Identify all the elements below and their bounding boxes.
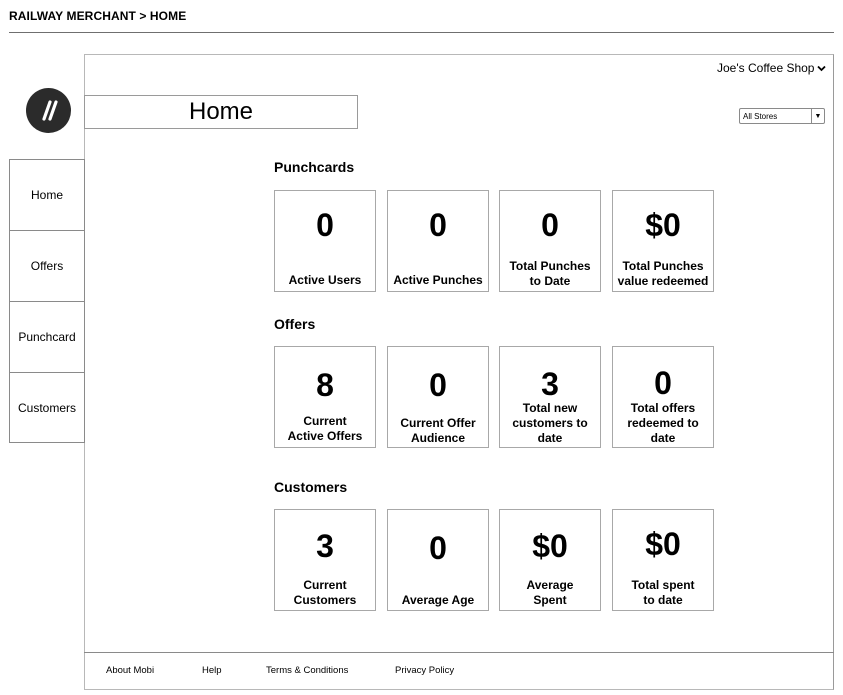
- sidebar-nav: [9, 159, 85, 443]
- page-title: [84, 95, 358, 129]
- metric-value: 0: [541, 207, 559, 243]
- metric-card-punches-value-redeemed: [612, 190, 714, 292]
- metric-label: Total Punches to Date: [509, 259, 591, 288]
- footer: [84, 652, 834, 690]
- metric-label: Active Users: [288, 273, 362, 287]
- metric-label: Current Active Offers: [287, 414, 363, 443]
- account-name: Joe's Coffee Shop: [717, 61, 815, 75]
- metric-card-total-new-customers: [499, 346, 601, 448]
- logo-slashes-icon: [26, 88, 71, 133]
- metric-card-current-offer-audience: [387, 346, 489, 448]
- store-filter-select[interactable]: [739, 108, 825, 124]
- metric-label: Average Spent: [526, 578, 574, 607]
- metric-card-active-punches: [387, 190, 489, 292]
- metric-value: $0: [532, 528, 568, 564]
- metric-card-total-punches: [499, 190, 601, 292]
- sidebar-item-label: Punchcard: [18, 330, 76, 344]
- metric-value: 3: [316, 528, 334, 564]
- footer-link-help[interactable]: Help: [202, 665, 222, 676]
- sidebar-item-customers[interactable]: [10, 373, 84, 442]
- section-title-customers: Customers: [274, 479, 348, 495]
- metric-card-current-customers: [274, 509, 376, 611]
- sidebar-item-offers[interactable]: [10, 231, 84, 302]
- metric-value: 8: [316, 367, 334, 403]
- metric-value: 0: [429, 207, 447, 243]
- app-logo[interactable]: [26, 88, 71, 133]
- metric-label: Total spent to date: [631, 578, 695, 607]
- metric-label: Total new customers to date: [512, 401, 588, 445]
- metric-card-total-spent: [612, 509, 714, 611]
- account-menu[interactable]: [717, 61, 826, 75]
- metric-label: Active Punches: [393, 273, 483, 287]
- sidebar-item-home[interactable]: [10, 160, 84, 231]
- metric-card-average-age: [387, 509, 489, 611]
- breadcrumb: RAILWAY MERCHANT > HOME: [9, 9, 187, 23]
- sidebar-item-label: Offers: [30, 259, 64, 273]
- metric-label: Total offers redeemed to date: [627, 401, 699, 445]
- metric-value: $0: [645, 207, 681, 243]
- metric-value: 0: [429, 367, 447, 403]
- metric-value: 0: [654, 365, 672, 401]
- metric-value: 0: [429, 530, 447, 566]
- page-title-text: Home: [188, 98, 254, 125]
- metric-label: Current Customers: [293, 578, 357, 607]
- dropdown-arrow-icon: ▼: [811, 109, 824, 123]
- metric-card-total-offers-redeemed: [612, 346, 714, 448]
- sidebar-item-label: Home: [30, 188, 63, 202]
- sidebar-item-punchcard[interactable]: [10, 302, 84, 373]
- metric-label: Current Offer Audience: [400, 416, 476, 445]
- metric-value: 0: [316, 207, 334, 243]
- metric-label: Total Punches value redeemed: [617, 259, 709, 288]
- metric-card-current-active-offers: [274, 346, 376, 448]
- metric-value: 3: [541, 366, 559, 402]
- section-title-punchcards: Punchcards: [274, 159, 355, 175]
- metric-label: Average Age: [401, 593, 475, 607]
- metric-card-active-users: [274, 190, 376, 292]
- footer-link-about[interactable]: About Mobi: [106, 665, 155, 676]
- chevron-down-icon: [817, 65, 826, 72]
- store-filter-value: All Stores: [743, 111, 778, 121]
- metric-card-average-spent: [499, 509, 601, 611]
- footer-link-terms[interactable]: Terms & Conditions: [266, 665, 349, 676]
- footer-link-privacy[interactable]: Privacy Policy: [395, 665, 455, 676]
- section-title-offers: Offers: [274, 316, 316, 332]
- metric-value: $0: [645, 526, 681, 562]
- sidebar-item-label: Customers: [17, 400, 76, 415]
- header-divider: [9, 32, 834, 33]
